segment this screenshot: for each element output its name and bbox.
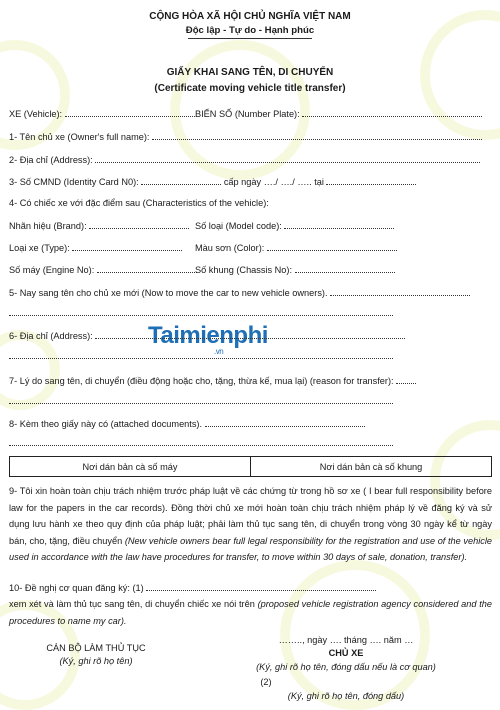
agency-vi: xem xét và làm thủ tục sang tên, di chuyển chiếc xe nói trên [9,599,255,609]
vehicle-label: XE (Vehicle): [9,109,63,119]
address-blank[interactable] [95,154,480,163]
owner-blank[interactable] [152,131,482,140]
agency-en: (proposed vehicle registration agency considered and the procedures to name my car). [9,599,492,626]
color-label: Màu sơn (Color): [195,243,265,253]
color-blank[interactable] [267,242,397,251]
issue-date-label: cấp ngày …./ …./ ….. tại [223,177,324,187]
reason-line-2 [9,395,393,407]
owner-note: (Ký, ghi rõ họ tên, đóng dấu nếu là cơ quan) [256,662,436,672]
commitment-en-1: ( I bear full responsibility before law for the papers in the car records). [9,486,492,513]
reason-label: 7- Lý do sang tên, di chuyển (điều động hoặc cho, tặng, thừa kế, mua lại) (reason for transfer): [9,376,394,386]
new-address-label: 6- Địa chỉ (Address): [9,331,93,341]
new-address-field [9,330,405,342]
owner-note-2: (Ký, ghi rõ họ tên, đóng dấu) [287,691,405,701]
agency-label: 10- Đề nghị cơ quan đăng ký: (1) [9,583,144,593]
engine-blank[interactable] [97,264,197,273]
address-field [9,154,480,166]
model-label: Số loại (Model code): [195,221,282,231]
footnote-mark: (2) [260,677,272,687]
type-blank[interactable] [72,242,182,251]
form-subtitle: (Certificate moving vehicle title transfer) [154,83,346,94]
new-owner-label: 5- Nay sang tên cho chủ xe mới (Now to move the car to new vehicle owners). [9,288,328,298]
owner-label: 1- Tên chủ xe (Owner's full name): [9,132,150,142]
national-motto: Độc lập - Tự do - Hạnh phúc [185,25,315,36]
attached-blank[interactable] [205,418,365,427]
commitment-vi-1: 9- Tôi xin hoàn toàn chịu trách nhiệm trước pháp luật về các chứng từ trong hồ sơ xe [9,486,361,496]
owner-field [9,131,482,143]
id-card-label: 3- Số CMND (Identity Card N0): [9,177,139,187]
plate-label: BIỂN SỐ (Number Plate): [195,109,300,119]
attached-blank-2[interactable] [9,437,393,446]
reason-field [9,375,416,387]
form-title: GIẤY KHAI SANG TÊN, DI CHUYỂN [166,67,334,78]
engine-imprint-header: Nơi dán bản cà số máy [10,457,251,477]
model-field [195,220,394,232]
imprint-table [9,456,492,477]
motto-underline [188,38,312,39]
model-blank[interactable] [284,220,394,229]
officer-title: CÁN BỘ LÀM THỦ TỤC [46,643,146,653]
brand-field [9,220,189,232]
type-label: Loại xe (Type): [9,243,70,253]
chassis-field [195,264,395,276]
agency-field [9,582,376,594]
brand-blank[interactable] [89,220,189,229]
new-owner-line-2 [9,307,393,319]
commitment-en-2: (New vehicle owners bear full legal responsibility for the registration and use of the vehicle used in accordance with the law have procedures for transfer, to move within 30 days of sale, donation, transfer). [9,535,492,562]
vehicle-field [9,108,195,120]
plate-blank[interactable] [302,108,482,117]
country-name: CỘNG HÒA XÃ HỘI CHỦ NGHĨA VIỆT NAM [149,11,351,22]
characteristics-heading: 4- Có chiếc xe với đặc điểm sau (Characteristics of the vehicle): [9,198,269,208]
reason-blank-2[interactable] [9,395,393,404]
type-field [9,242,182,254]
attached-line-2 [9,437,393,449]
color-field [195,242,397,254]
attached-field [9,418,365,430]
id-card-field [9,176,416,188]
owner-title: CHỦ XE [328,648,364,658]
vehicle-blank[interactable] [65,108,195,117]
officer-note: (Ký, ghi rõ họ tên) [59,656,133,666]
issue-place-blank[interactable] [326,176,416,185]
new-address-blank[interactable] [95,330,405,339]
new-address-blank-2[interactable] [9,350,393,359]
plate-field [195,108,482,120]
new-owner-field [9,287,470,299]
watermark-brand: Taimienphi [148,322,268,349]
commitment-vi-2: Đồng thời chủ xe mới hoàn toàn chịu trách nhiệm pháp lý về đăng ký và sử dụng lưu hành xe theo quy định của pháp luật; phải làm thủ tục sang tên, di chuyển trong vòng 30 ngày kể từ ngày bán, cho, tặng, điều chuyển [9,502,492,546]
reason-blank[interactable] [396,375,416,384]
agency-paragraph [9,596,492,629]
new-owner-blank-2[interactable] [9,307,393,316]
new-address-line-2 [9,350,393,362]
chassis-label: Số khung (Chassis No): [195,265,293,275]
chassis-blank[interactable] [295,264,395,273]
id-card-blank[interactable] [141,176,221,185]
commitment-paragraph [9,483,492,566]
new-owner-blank[interactable] [330,287,470,296]
engine-label: Số máy (Engine No): [9,265,95,275]
attached-label: 8- Kèm theo giấy này có (attached documents). [9,419,203,429]
address-label: 2- Địa chỉ (Address): [9,155,93,165]
brand-label: Nhãn hiệu (Brand): [9,221,87,231]
watermark-domain: .vn [214,347,224,356]
engine-field [9,264,197,276]
agency-blank[interactable] [146,582,376,591]
date-line: …….., ngày …. tháng …. năm … [278,635,414,645]
chassis-imprint-header: Nơi dán bản cà số khung [251,457,492,477]
